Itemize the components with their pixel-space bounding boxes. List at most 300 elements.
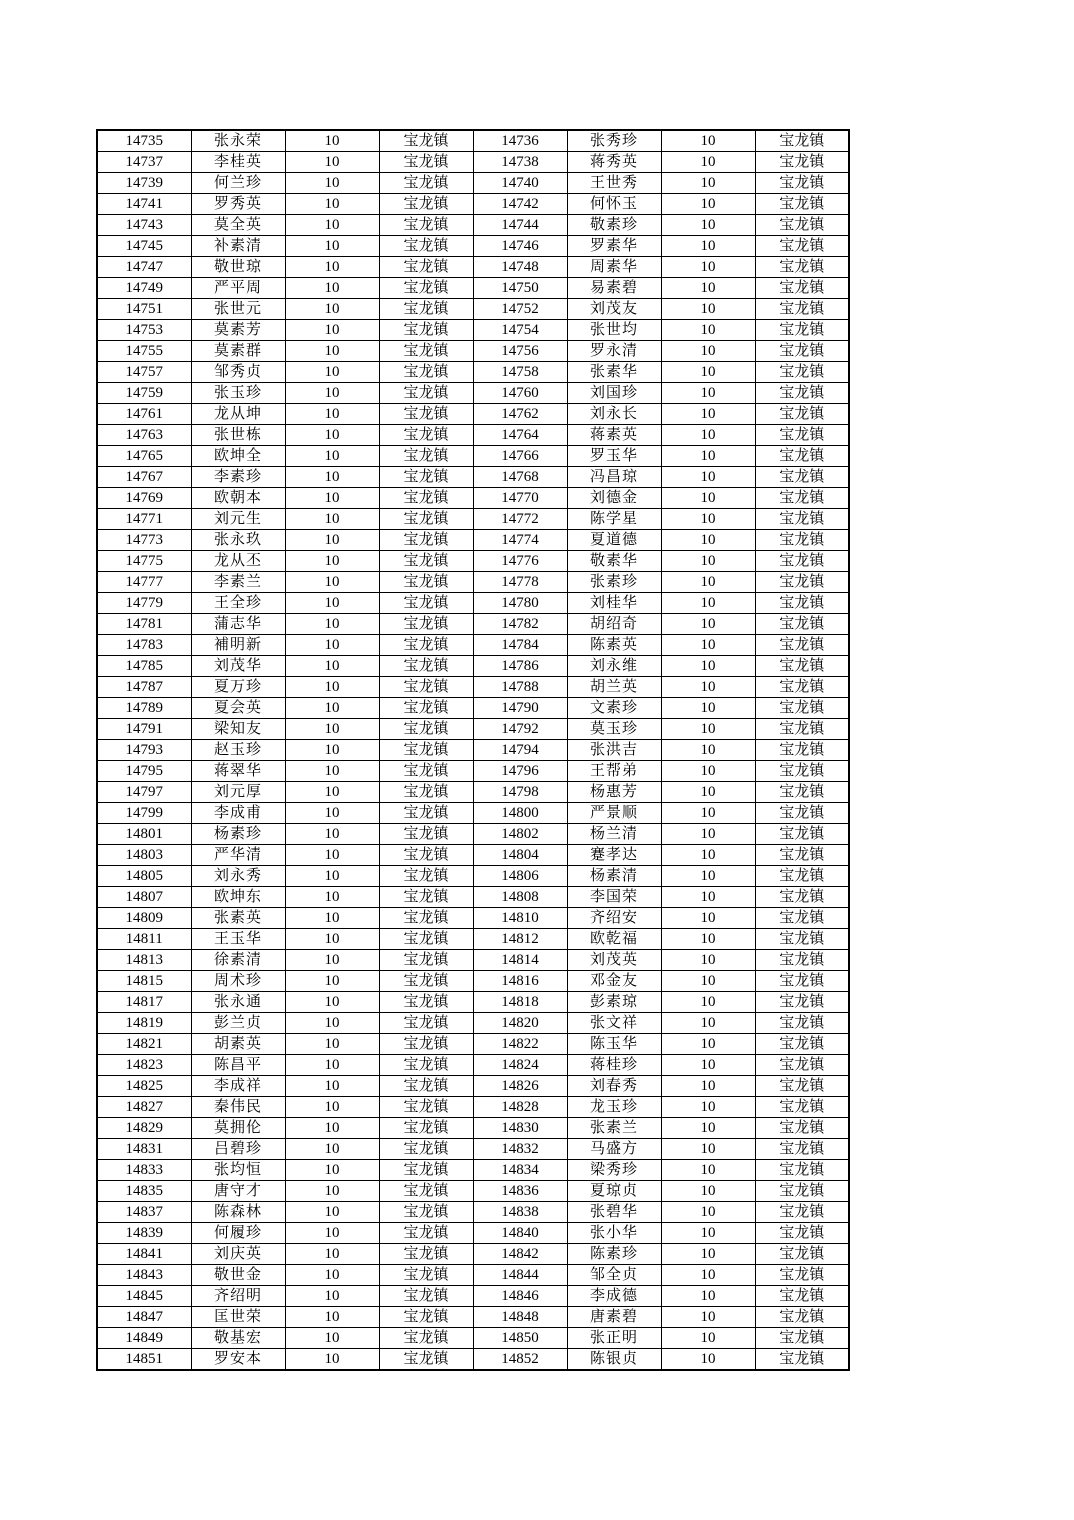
record-number-cell: 14842 — [473, 1244, 567, 1265]
record-number-cell: 14740 — [473, 173, 567, 194]
amount-cell: 10 — [661, 278, 755, 299]
town-cell: 宝龙镇 — [379, 257, 473, 278]
amount-cell: 10 — [285, 698, 379, 719]
person-name-cell: 张秀珍 — [567, 130, 661, 152]
town-cell: 宝龙镇 — [755, 425, 849, 446]
record-number-cell: 14826 — [473, 1076, 567, 1097]
amount-cell: 10 — [661, 1223, 755, 1244]
town-cell: 宝龙镇 — [755, 866, 849, 887]
town-cell: 宝龙镇 — [755, 1097, 849, 1118]
town-cell: 宝龙镇 — [755, 971, 849, 992]
town-cell: 宝龙镇 — [379, 824, 473, 845]
person-name-cell: 刘庆英 — [191, 1244, 285, 1265]
town-cell: 宝龙镇 — [755, 383, 849, 404]
amount-cell: 10 — [285, 1055, 379, 1076]
amount-cell: 10 — [285, 173, 379, 194]
table-row — [97, 1118, 849, 1139]
person-name-cell: 张洪吉 — [567, 740, 661, 761]
record-number-cell: 14821 — [97, 1034, 191, 1055]
table-row — [97, 467, 849, 488]
town-cell: 宝龙镇 — [379, 950, 473, 971]
town-cell: 宝龙镇 — [755, 362, 849, 383]
record-number-cell: 14783 — [97, 635, 191, 656]
person-name-cell: 陈昌平 — [191, 1055, 285, 1076]
person-name-cell: 齐绍安 — [567, 908, 661, 929]
amount-cell: 10 — [285, 719, 379, 740]
town-cell: 宝龙镇 — [379, 1181, 473, 1202]
person-name-cell: 齐绍明 — [191, 1286, 285, 1307]
person-name-cell: 陈素英 — [567, 635, 661, 656]
record-number-cell: 14850 — [473, 1328, 567, 1349]
record-number-cell: 14851 — [97, 1349, 191, 1371]
person-name-cell: 徐素清 — [191, 950, 285, 971]
person-name-cell: 王帮弟 — [567, 761, 661, 782]
record-number-cell: 14747 — [97, 257, 191, 278]
person-name-cell: 罗安本 — [191, 1349, 285, 1371]
amount-cell: 10 — [661, 635, 755, 656]
table-row — [97, 236, 849, 257]
town-cell: 宝龙镇 — [379, 1097, 473, 1118]
town-cell: 宝龙镇 — [755, 236, 849, 257]
town-cell: 宝龙镇 — [379, 677, 473, 698]
town-cell: 宝龙镇 — [379, 1055, 473, 1076]
town-cell: 宝龙镇 — [755, 929, 849, 950]
person-name-cell: 唐守才 — [191, 1181, 285, 1202]
person-name-cell: 龙从坤 — [191, 404, 285, 425]
town-cell: 宝龙镇 — [379, 1244, 473, 1265]
record-number-cell: 14833 — [97, 1160, 191, 1181]
record-number-cell: 14779 — [97, 593, 191, 614]
person-name-cell: 梁知友 — [191, 719, 285, 740]
town-cell: 宝龙镇 — [379, 740, 473, 761]
person-name-cell: 敬基宏 — [191, 1328, 285, 1349]
amount-cell: 10 — [661, 1286, 755, 1307]
table-row — [97, 1349, 849, 1371]
table-row — [97, 1202, 849, 1223]
person-name-cell: 张永玖 — [191, 530, 285, 551]
amount-cell: 10 — [661, 1118, 755, 1139]
amount-cell: 10 — [661, 698, 755, 719]
person-name-cell: 何履珍 — [191, 1223, 285, 1244]
table-row — [97, 740, 849, 761]
record-number-cell: 14835 — [97, 1181, 191, 1202]
table-row — [97, 572, 849, 593]
person-name-cell: 刘德金 — [567, 488, 661, 509]
town-cell: 宝龙镇 — [755, 740, 849, 761]
record-number-cell: 14755 — [97, 341, 191, 362]
person-name-cell: 张均恒 — [191, 1160, 285, 1181]
person-name-cell: 张小华 — [567, 1223, 661, 1244]
amount-cell: 10 — [285, 1286, 379, 1307]
amount-cell: 10 — [285, 278, 379, 299]
person-name-cell: 欧乾福 — [567, 929, 661, 950]
person-name-cell: 蒲志华 — [191, 614, 285, 635]
table-row — [97, 278, 849, 299]
town-cell: 宝龙镇 — [755, 1118, 849, 1139]
town-cell: 宝龙镇 — [755, 1013, 849, 1034]
record-number-cell: 14808 — [473, 887, 567, 908]
record-number-cell: 14781 — [97, 614, 191, 635]
person-name-cell: 何兰珍 — [191, 173, 285, 194]
person-name-cell: 张世元 — [191, 299, 285, 320]
record-number-cell: 14792 — [473, 719, 567, 740]
amount-cell: 10 — [661, 1265, 755, 1286]
town-cell: 宝龙镇 — [755, 887, 849, 908]
table-row — [97, 488, 849, 509]
town-cell: 宝龙镇 — [379, 572, 473, 593]
table-row — [97, 656, 849, 677]
table-row — [97, 530, 849, 551]
person-name-cell: 欧朝本 — [191, 488, 285, 509]
person-name-cell: 莫玉珍 — [567, 719, 661, 740]
person-name-cell: 刘永秀 — [191, 866, 285, 887]
person-name-cell: 张正明 — [567, 1328, 661, 1349]
record-number-cell: 14837 — [97, 1202, 191, 1223]
record-number-cell: 14809 — [97, 908, 191, 929]
record-number-cell: 14801 — [97, 824, 191, 845]
amount-cell: 10 — [661, 1055, 755, 1076]
person-name-cell: 欧坤东 — [191, 887, 285, 908]
town-cell: 宝龙镇 — [379, 698, 473, 719]
person-name-cell: 刘桂华 — [567, 593, 661, 614]
town-cell: 宝龙镇 — [755, 1160, 849, 1181]
amount-cell: 10 — [661, 130, 755, 152]
record-number-cell: 14818 — [473, 992, 567, 1013]
record-number-cell: 14803 — [97, 845, 191, 866]
table-row — [97, 782, 849, 803]
amount-cell: 10 — [285, 152, 379, 173]
record-number-cell: 14753 — [97, 320, 191, 341]
person-name-cell: 莫素芳 — [191, 320, 285, 341]
town-cell: 宝龙镇 — [755, 467, 849, 488]
record-number-cell: 14771 — [97, 509, 191, 530]
town-cell: 宝龙镇 — [755, 130, 849, 152]
record-number-cell: 14817 — [97, 992, 191, 1013]
person-name-cell: 罗玉华 — [567, 446, 661, 467]
amount-cell: 10 — [285, 1223, 379, 1244]
person-name-cell: 张碧华 — [567, 1202, 661, 1223]
town-cell: 宝龙镇 — [755, 1349, 849, 1371]
amount-cell: 10 — [285, 1307, 379, 1328]
record-number-cell: 14812 — [473, 929, 567, 950]
town-cell: 宝龙镇 — [379, 971, 473, 992]
amount-cell: 10 — [285, 215, 379, 236]
roster-table-body — [97, 130, 849, 1370]
record-number-cell: 14785 — [97, 656, 191, 677]
person-name-cell: 吕碧珍 — [191, 1139, 285, 1160]
amount-cell: 10 — [285, 824, 379, 845]
record-number-cell: 14839 — [97, 1223, 191, 1244]
person-name-cell: 敬素珍 — [567, 215, 661, 236]
amount-cell: 10 — [661, 824, 755, 845]
town-cell: 宝龙镇 — [379, 1139, 473, 1160]
record-number-cell: 14736 — [473, 130, 567, 152]
table-row — [97, 845, 849, 866]
table-row — [97, 320, 849, 341]
table-row — [97, 341, 849, 362]
amount-cell: 10 — [285, 530, 379, 551]
record-number-cell: 14824 — [473, 1055, 567, 1076]
person-name-cell: 陈森林 — [191, 1202, 285, 1223]
person-name-cell: 李素珍 — [191, 467, 285, 488]
town-cell: 宝龙镇 — [755, 782, 849, 803]
amount-cell: 10 — [285, 740, 379, 761]
person-name-cell: 彭素琼 — [567, 992, 661, 1013]
record-number-cell: 14756 — [473, 341, 567, 362]
record-number-cell: 14846 — [473, 1286, 567, 1307]
person-name-cell: 夏道德 — [567, 530, 661, 551]
person-name-cell: 马盛方 — [567, 1139, 661, 1160]
amount-cell: 10 — [285, 971, 379, 992]
person-name-cell: 莫素群 — [191, 341, 285, 362]
amount-cell: 10 — [285, 320, 379, 341]
town-cell: 宝龙镇 — [379, 551, 473, 572]
amount-cell: 10 — [661, 152, 755, 173]
amount-cell: 10 — [285, 1118, 379, 1139]
town-cell: 宝龙镇 — [755, 1244, 849, 1265]
town-cell: 宝龙镇 — [379, 236, 473, 257]
roster-table — [96, 129, 850, 1371]
amount-cell: 10 — [285, 866, 379, 887]
person-name-cell: 刘茂英 — [567, 950, 661, 971]
record-number-cell: 14735 — [97, 130, 191, 152]
town-cell: 宝龙镇 — [379, 341, 473, 362]
amount-cell: 10 — [285, 383, 379, 404]
record-number-cell: 14743 — [97, 215, 191, 236]
amount-cell: 10 — [661, 887, 755, 908]
record-number-cell: 14830 — [473, 1118, 567, 1139]
amount-cell: 10 — [285, 446, 379, 467]
table-row — [97, 887, 849, 908]
record-number-cell: 14811 — [97, 929, 191, 950]
record-number-cell: 14774 — [473, 530, 567, 551]
town-cell: 宝龙镇 — [755, 530, 849, 551]
amount-cell: 10 — [285, 1202, 379, 1223]
record-number-cell: 14780 — [473, 593, 567, 614]
town-cell: 宝龙镇 — [379, 467, 473, 488]
town-cell: 宝龙镇 — [755, 1076, 849, 1097]
table-row — [97, 551, 849, 572]
amount-cell: 10 — [661, 929, 755, 950]
record-number-cell: 14786 — [473, 656, 567, 677]
record-number-cell: 14748 — [473, 257, 567, 278]
table-row — [97, 425, 849, 446]
town-cell: 宝龙镇 — [379, 1328, 473, 1349]
town-cell: 宝龙镇 — [379, 446, 473, 467]
table-row — [97, 719, 849, 740]
table-row — [97, 404, 849, 425]
person-name-cell: 张素英 — [191, 908, 285, 929]
amount-cell: 10 — [285, 950, 379, 971]
amount-cell: 10 — [285, 194, 379, 215]
table-row — [97, 1097, 849, 1118]
record-number-cell: 14852 — [473, 1349, 567, 1371]
person-name-cell: 刘国珍 — [567, 383, 661, 404]
town-cell: 宝龙镇 — [379, 488, 473, 509]
amount-cell: 10 — [285, 467, 379, 488]
town-cell: 宝龙镇 — [379, 614, 473, 635]
table-row — [97, 194, 849, 215]
table-row — [97, 215, 849, 236]
person-name-cell: 刘茂华 — [191, 656, 285, 677]
record-number-cell: 14751 — [97, 299, 191, 320]
town-cell: 宝龙镇 — [755, 194, 849, 215]
amount-cell: 10 — [661, 1139, 755, 1160]
amount-cell: 10 — [661, 425, 755, 446]
record-number-cell: 14810 — [473, 908, 567, 929]
town-cell: 宝龙镇 — [755, 908, 849, 929]
town-cell: 宝龙镇 — [755, 803, 849, 824]
amount-cell: 10 — [661, 1160, 755, 1181]
person-name-cell: 胡绍奇 — [567, 614, 661, 635]
record-number-cell: 14737 — [97, 152, 191, 173]
record-number-cell: 14797 — [97, 782, 191, 803]
amount-cell: 10 — [661, 530, 755, 551]
town-cell: 宝龙镇 — [379, 1223, 473, 1244]
person-name-cell: 秦伟民 — [191, 1097, 285, 1118]
town-cell: 宝龙镇 — [379, 1307, 473, 1328]
town-cell: 宝龙镇 — [379, 593, 473, 614]
person-name-cell: 杨素清 — [567, 866, 661, 887]
table-row — [97, 1139, 849, 1160]
amount-cell: 10 — [661, 173, 755, 194]
record-number-cell: 14764 — [473, 425, 567, 446]
person-name-cell: 彭兰贞 — [191, 1013, 285, 1034]
person-name-cell: 蒋翠华 — [191, 761, 285, 782]
amount-cell: 10 — [661, 950, 755, 971]
amount-cell: 10 — [285, 887, 379, 908]
record-number-cell: 14831 — [97, 1139, 191, 1160]
town-cell: 宝龙镇 — [755, 824, 849, 845]
town-cell: 宝龙镇 — [755, 1055, 849, 1076]
amount-cell: 10 — [285, 572, 379, 593]
record-number-cell: 14765 — [97, 446, 191, 467]
town-cell: 宝龙镇 — [379, 1286, 473, 1307]
record-number-cell: 14770 — [473, 488, 567, 509]
town-cell: 宝龙镇 — [755, 677, 849, 698]
record-number-cell: 14769 — [97, 488, 191, 509]
amount-cell: 10 — [285, 929, 379, 950]
person-name-cell: 张永通 — [191, 992, 285, 1013]
town-cell: 宝龙镇 — [755, 488, 849, 509]
person-name-cell: 欧坤全 — [191, 446, 285, 467]
record-number-cell: 14767 — [97, 467, 191, 488]
town-cell: 宝龙镇 — [379, 782, 473, 803]
person-name-cell: 刘元生 — [191, 509, 285, 530]
amount-cell: 10 — [661, 551, 755, 572]
person-name-cell: 严平周 — [191, 278, 285, 299]
town-cell: 宝龙镇 — [755, 446, 849, 467]
record-number-cell: 14750 — [473, 278, 567, 299]
record-number-cell: 14791 — [97, 719, 191, 740]
town-cell: 宝龙镇 — [379, 1265, 473, 1286]
town-cell: 宝龙镇 — [755, 551, 849, 572]
amount-cell: 10 — [661, 341, 755, 362]
amount-cell: 10 — [661, 782, 755, 803]
amount-cell: 10 — [285, 1034, 379, 1055]
record-number-cell: 14844 — [473, 1265, 567, 1286]
record-number-cell: 14806 — [473, 866, 567, 887]
record-number-cell: 14778 — [473, 572, 567, 593]
town-cell: 宝龙镇 — [755, 761, 849, 782]
person-name-cell: 易素碧 — [567, 278, 661, 299]
amount-cell: 10 — [661, 509, 755, 530]
table-row — [97, 761, 849, 782]
person-name-cell: 陈素珍 — [567, 1244, 661, 1265]
amount-cell: 10 — [661, 866, 755, 887]
record-number-cell: 14807 — [97, 887, 191, 908]
town-cell: 宝龙镇 — [379, 1160, 473, 1181]
amount-cell: 10 — [285, 130, 379, 152]
town-cell: 宝龙镇 — [379, 635, 473, 656]
person-name-cell: 梁秀珍 — [567, 1160, 661, 1181]
record-number-cell: 14800 — [473, 803, 567, 824]
amount-cell: 10 — [661, 404, 755, 425]
person-name-cell: 罗素华 — [567, 236, 661, 257]
record-number-cell: 14847 — [97, 1307, 191, 1328]
person-name-cell: 王世秀 — [567, 173, 661, 194]
amount-cell: 10 — [661, 1181, 755, 1202]
amount-cell: 10 — [285, 257, 379, 278]
amount-cell: 10 — [661, 614, 755, 635]
town-cell: 宝龙镇 — [379, 803, 473, 824]
person-name-cell: 夏万珍 — [191, 677, 285, 698]
record-number-cell: 14822 — [473, 1034, 567, 1055]
table-row — [97, 803, 849, 824]
record-number-cell: 14832 — [473, 1139, 567, 1160]
record-number-cell: 14768 — [473, 467, 567, 488]
record-number-cell: 14746 — [473, 236, 567, 257]
person-name-cell: 蒋秀英 — [567, 152, 661, 173]
person-name-cell: 何怀玉 — [567, 194, 661, 215]
amount-cell: 10 — [661, 194, 755, 215]
record-number-cell: 14798 — [473, 782, 567, 803]
town-cell: 宝龙镇 — [755, 719, 849, 740]
town-cell: 宝龙镇 — [379, 1349, 473, 1371]
record-number-cell: 14820 — [473, 1013, 567, 1034]
amount-cell: 10 — [661, 362, 755, 383]
person-name-cell: 刘永维 — [567, 656, 661, 677]
town-cell: 宝龙镇 — [379, 130, 473, 152]
person-name-cell: 刘永长 — [567, 404, 661, 425]
person-name-cell: 唐素碧 — [567, 1307, 661, 1328]
amount-cell: 10 — [661, 1202, 755, 1223]
table-row — [97, 1160, 849, 1181]
town-cell: 宝龙镇 — [379, 761, 473, 782]
record-number-cell: 14793 — [97, 740, 191, 761]
town-cell: 宝龙镇 — [755, 320, 849, 341]
amount-cell: 10 — [661, 1328, 755, 1349]
person-name-cell: 邹全贞 — [567, 1265, 661, 1286]
town-cell: 宝龙镇 — [755, 614, 849, 635]
record-number-cell: 14775 — [97, 551, 191, 572]
town-cell: 宝龙镇 — [379, 278, 473, 299]
table-row — [97, 908, 849, 929]
amount-cell: 10 — [285, 404, 379, 425]
person-name-cell: 杨惠芳 — [567, 782, 661, 803]
record-number-cell: 14789 — [97, 698, 191, 719]
table-row — [97, 698, 849, 719]
person-name-cell: 敬世金 — [191, 1265, 285, 1286]
table-row — [97, 1286, 849, 1307]
town-cell: 宝龙镇 — [755, 572, 849, 593]
record-number-cell: 14836 — [473, 1181, 567, 1202]
amount-cell: 10 — [661, 761, 755, 782]
record-number-cell: 14795 — [97, 761, 191, 782]
town-cell: 宝龙镇 — [379, 887, 473, 908]
record-number-cell: 14776 — [473, 551, 567, 572]
person-name-cell: 龙玉珍 — [567, 1097, 661, 1118]
